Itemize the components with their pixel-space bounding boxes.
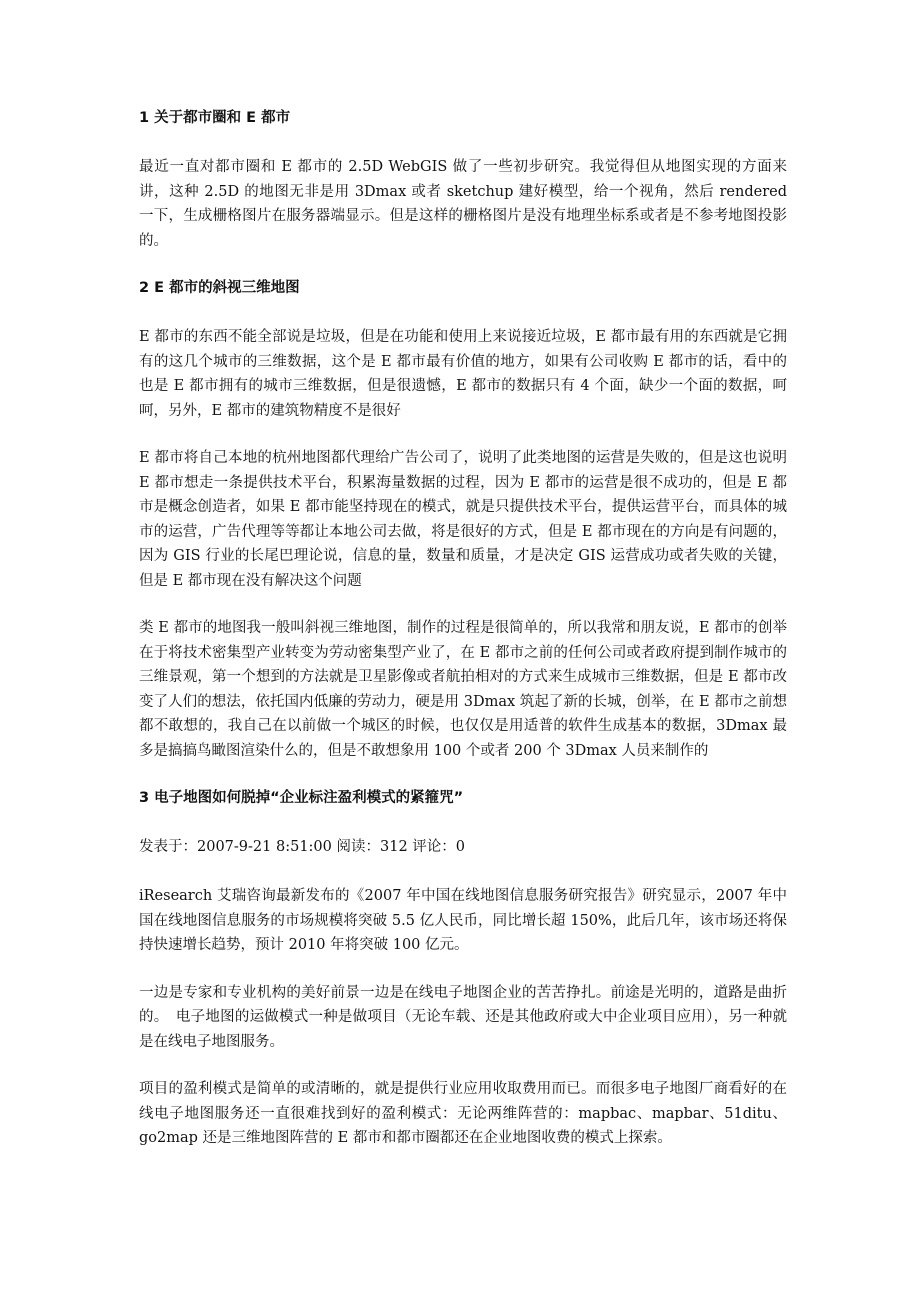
section-3-paragraph-1: iResearch 艾瑞咨询最新发布的《2007 年中国在线地图信息服务研究报告》研究显示，2007 年中国在线地图信息服务的市场规模将突破 5.5 亿人民币，同比增长超 150%，此后几年，该市场还将保持快速增长趋势，预计 2010 年将突破 100 亿元。 — [139, 888, 787, 953]
section-1-paragraph-1: 最近一直对都市圈和 E 都市的 2.5D WebGIS 做了一些初步研究。我觉得但从地图实现的方面来讲，这种 2.5D 的地图无非是用 3Dmax 或者 sketchup 建好模型，给一个视角，然后 rendered 一下，生成栅格图片在服务器端显示。但是这样的栅格图片是没有地理坐标系或者是不参考地图投影的。 — [139, 159, 787, 249]
section-2-heading: 2 E 都市的斜视三维地图 — [139, 280, 300, 296]
section-2-paragraph-1: E 都市的东西不能全部说是垃圾，但是在功能和使用上来说接近垃圾，E 都市最有用的东西就是它拥有的这几个城市的三维数据，这个是 E 都市最有价值的地方，如果有公司收购 E 都市的话，看中的也是 E 都市拥有的城市三维数据，但是很遗憾，E 都市的数据只有 4 个面，缺少一个面的数据，呵呵，另外，E 都市的建筑物精度不是很好 — [139, 329, 787, 419]
section-2-paragraph-2: E 都市将自己本地的杭州地图都代理给广告公司了，说明了此类地图的运营是失败的，但是这也说明 E 都市想走一条提供技术平台，积累海量数据的过程，因为 E 都市的运营是很不成功的，但是 E 都市是概念创造者，如果 E 都市能坚持现在的模式，就是只提供技术平台，提供运营平台，而具体的城市的运营，广告代理等等都让本地公司去做，将是很好的方式，但是 E 都市现在的方向是有问题的，因为 GIS 行业的长尾巴理论说，信息的量，数量和质量，才是决定 GIS 运营成功或者失败的关键，但是 E 都市现在没有解决这个问题 — [139, 450, 787, 589]
section-3-paragraph-2: 一边是专家和专业机构的美好前景一边是在线电子地图企业的苦苦挣扎。前途是光明的，道路是曲折的。 电子地图的运做模式一种是做项目（无论车载、还是其他政府或大中企业项目应用），另一种就是在线电子地图服务。 — [139, 984, 787, 1050]
section-3-paragraph-3: 项目的盈利模式是简单的或清晰的，就是提供行业应用收取费用而已。而很多电子地图厂商看好的在线电子地图服务还一直很难找到好的盈利模式：无论两维阵营的：mapbac、mapbar、51ditu、go2map 还是三维地图阵营的 E 都市和都市圈都还在企业地图收费的模式上探索。 — [139, 1081, 787, 1146]
section-1-heading: 1 关于都市圈和 E 都市 — [139, 110, 291, 126]
section-2-paragraph-3: 类 E 都市的地图我一般叫斜视三维地图，制作的过程是很简单的，所以我常和朋友说，E 都市的创举在于将技术密集型产业转变为劳动密集型产业了，在 E 都市之前的任何公司或者政府提到制作城市的三维景观，第一个想到的方法就是卫星影像或者航拍相对的方式来生成城市三维数据，但是 E 都市改变了人们的想法，依托国内低廉的劳动力，硬是用 3Dmax 筑起了新的长城，创举，在 E 都市之前想都不敢想的，我自己在以前做一个城区的时候，也仅仅是用适普的软件生成基本的数据，3Dmax 最多是搞搞鸟瞰图渲染什么的，但是不敢想象用 100 个或者 200 个 3Dmax 人员来制作的 — [139, 620, 787, 759]
document-page — [139, 106, 787, 1151]
section-3-heading: 3 电子地图如何脱掉“企业标注盈利模式的紧箍咒” — [139, 790, 464, 806]
post-meta: 发表于：2007-9-21 8:51:00 阅读：312 评论：0 — [139, 839, 466, 855]
